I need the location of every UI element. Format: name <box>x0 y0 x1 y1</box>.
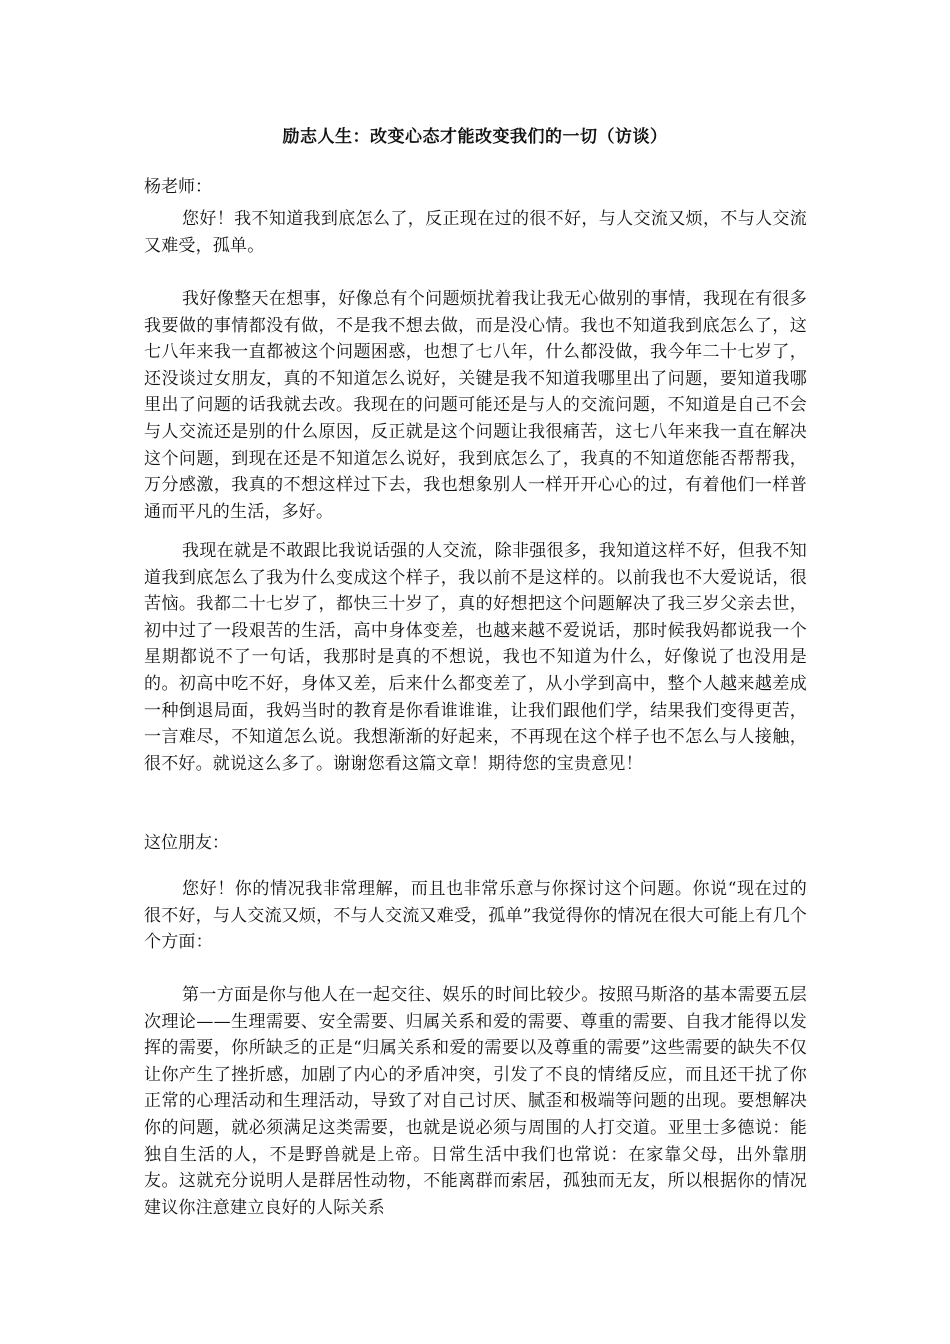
reply-paragraph-2: 第一方面是你与他人在一起交往、娱乐的时间比较少。按照马斯洛的基本需要五层次理论——生理需要、安全需要、归属关系和爱的需要、尊重的需要、自我才能得以发挥的需要，你所缺乏的正是“归属关系和爱的需要以及尊重的需要”这些需要的缺失不仅让你产生了挫折感，加剧了内心的矛盾冲突，引发了不良的情绪反应，而且还干扰了你正常的心理活动和生理活动，导致了对自己讨厌、腻歪和极端等问题的出现。要想解决你的问题，就必须满足这类需要，也就是说必须与周围的人打交道。亚里士多德说：能独自生活的人，不是野兽就是上帝。日常生活中我们也常说：在家靠父母，出外靠朋友。这就充分说明人是群居性动物，不能离群而索居，孤独而无友，所以根据你的情况建议你注意建立良好的人际关系 <box>144 985 807 1218</box>
letter-paragraph-3: 我现在就是不敢跟比我说话强的人交流，除非强很多，我知道这样不好，但我不知道我到底怎么了我为什么变成这个样子，我以前不是这样的。以前我也不大爱说话，很苦恼。我都二十七岁了，都快三十岁了，真的好想把这个问题解决了我三岁父亲去世，初中过了一段艰苦的生活，高中身体变差，也越来越不爱说话，那时候我妈都说我一个星期都说不了一句话，我那时是真的不想说，我也不知道为什么，好像说了也没用是的。初高中吃不好，身体又差，后来什么都变差了，从小学到高中，整个人越来越差成一种倒退局面，我妈当时的教育是你看谁谁谁，让我们跟他们学，结果我们变得更苦，一言难尽，不知道怎么说。我想渐渐的好起来，不再现在这个样子也不怎么与人接触，很不好。就说这么多了。谢谢您看这篇文章！期待您的宝贵意见！ <box>144 541 807 774</box>
reply-salutation: 这位朋友： <box>144 833 229 853</box>
document-title: 励志人生：改变心态才能改变我们的一切（访谈） <box>282 127 668 147</box>
letter-paragraph-1: 您好！我不知道我到底怎么了，反正现在过的很不好，与人交流又烦，不与人交流又难受，孤单。 <box>144 209 807 256</box>
letter-salutation: 杨老师： <box>144 177 212 197</box>
reply-paragraph-1: 您好！你的情况我非常理解，而且也非常乐意与你探讨这个问题。你说“现在过的很不好，与人交流又烦，不与人交流又难受，孤单”我觉得你的情况在很大可能上有几个个方面： <box>144 879 807 953</box>
letter-paragraph-2: 我好像整天在想事，好像总有个问题烦扰着我让我无心做别的事情，我现在有很多我要做的事情都没有做，不是我不想去做，而是没心情。我也不知道我到底怎么了，这七八年来我一直都被这个问题困惑，也想了七八年，什么都没做，我今年二十七岁了，还没谈过女朋友，真的不知道怎么说好，关键是我不知道我哪里出了问题，要知道我哪里出了问题的话我就去改。我现在的问题可能还是与人的交流问题，不知道是自己不会与人交流还是别的什么原因，反正就是这个问题让我很痛苦，这七八年来我一直在解决这个问题，到现在还是不知道怎么说好，我到底怎么了，我真的不知道您能否帮帮我，万分感激，我真的不想这样过下去，我也想象别人一样开开心心的过，有着他们一样普通而平凡的生活，多好。 <box>144 289 807 522</box>
